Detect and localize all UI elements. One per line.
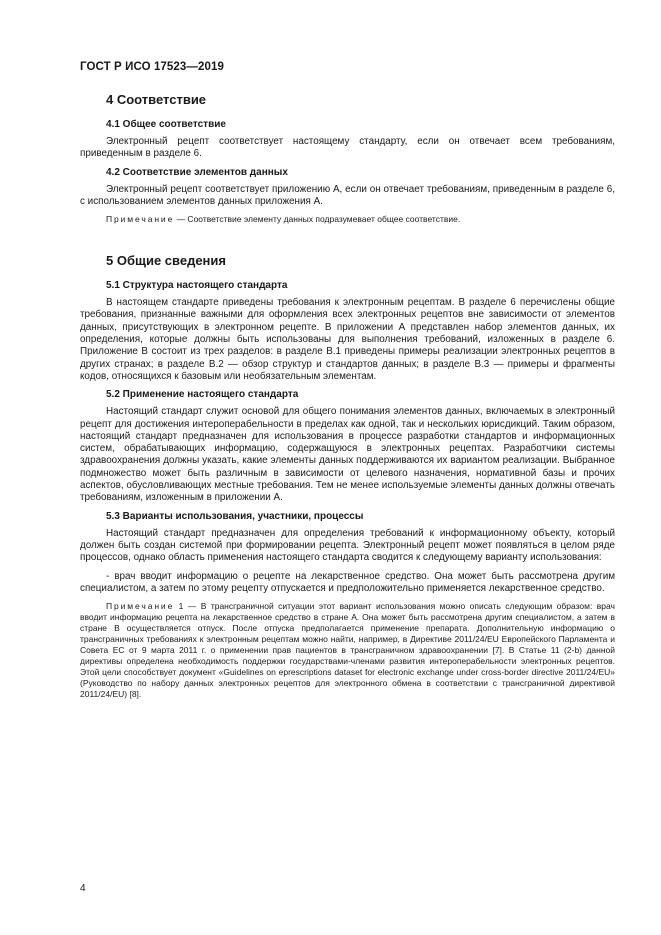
section-5-3-list-item: - врач вводит информацию о рецепте на лекарственное средство. Она может быть рассмотрена другим специалистом, а затем по этому рецепту отпускается и предположительно применяется лекарственное средство. bbox=[80, 570, 615, 594]
section-4-2-heading: 4.2 Соответствие элементов данных bbox=[106, 166, 288, 178]
section-5-2-heading: 5.2 Применение настоящего стандарта bbox=[106, 389, 299, 401]
section-4-1-heading: 4.1 Общее соответствие bbox=[106, 119, 226, 130]
section-4-2-text: Электронный рецепт соответствует приложению А, если он отвечает требованиям, приведенным в разделе 6, с использованием элементов данных приложения А. bbox=[80, 183, 615, 207]
section-5-3-heading: 5.3 Варианты использования, участники, процессы bbox=[106, 510, 364, 522]
note-text: 1 — В трансграничной ситуации этот вариант использования можно описать следующим образом: врач вводит информацию рецепта на лекарственное средство в стране А. Она может быть рассмотрена другим специалистом, а затем в стране В осуществляется отпуск. После отпуска предполагается применение препарата. Дополнительную информацию о трансграничных требованиях к электронным рецептам можно найти, например, в Директиве 2011/24/EU Европейского Парламента и Совета ЕС от 9 марта 2011 г. о применении прав пациентов в трансграничном здравоохранении [7]. В Статье 11 (2-b) данной директивы определена необходимость поддержки государствами-членами развития интероперабельности электронных рецептов. Этой цели способствует документ «Guidelines on eprescriptions dataset for electronic exchange under cross-border directive 2011/24/EU» (Руководство по набору данных электронных рецептов для электронного обмена в соответствии с трансграничной директивой 2011/24/EU) [8]. bbox=[80, 601, 615, 700]
note-label: Примечание bbox=[106, 601, 175, 612]
section-4-note bbox=[80, 214, 615, 225]
note-label: Примечание bbox=[106, 214, 175, 225]
section-5-3-note-1 bbox=[80, 601, 615, 700]
section-4-1-text: Электронный рецепт соответствует настоящему стандарту, если он отвечает всем требованиям, приведенным в разделе 6. bbox=[80, 136, 615, 160]
section-5-2-text: Настоящий стандарт служит основой для общего понимания элементов данных, включаемых в электронный рецепт для достижения интероперабельности в пределах как одной, так и нескольких юрисдикций. Таким образом, настоящий стандарт предназначен для использования в процессе разработки стандартов и информационных систем, обрабатывающих информацию, содержащуюся в электронных рецептах. Разработчики системы здравоохранения должны указать, какие элементы данных поддерживаются их вариантом реализации. Выбранное подмножество может быть различным в зависимости от целевого назначения, нормативной базы и прочих аспектов, обусловливающих местные требования. Тем не менее используемые элементы данных должны отвечать требованиям, изложенным в приложении А. bbox=[80, 406, 615, 504]
section-4-heading: 4 Соответствие bbox=[106, 92, 207, 107]
section-5-1-text: В настоящем стандарте приведены требования к электронным рецептам. В разделе 6 перечислены общие требования, признанные важными для оформления всех электронных рецептов вне зависимости от элементов данных, присутствующих в электронном рецепте. В приложении А представлен набор элементов данных, их определения, которые должны быть использованы для выполнения требований, изложенных в разделе 6. Приложение В состоит из трех разделов: в разделе В.1 приведены примеры реализации электронных рецептов в других странах; в разделе В.2 — обзор структур и стандартов данных; в разделе В.3 — примеры и фрагменты кодов, относящихся к базовым или необязательным элементам. bbox=[80, 297, 615, 382]
standard-designation: ГОСТ Р ИСО 17523—2019 bbox=[80, 61, 225, 73]
section-5-1-heading: 5.1 Структура настоящего стандарта bbox=[106, 280, 288, 292]
page-number: 4 bbox=[80, 883, 86, 894]
note-text: — Соответствие элементу данных подразумевает общее соответствие. bbox=[174, 214, 461, 225]
section-5-heading: 5 Общие сведения bbox=[106, 253, 226, 269]
section-5-3-text: Настоящий стандарт предназначен для определения требований к информационному объекту, который должен быть создан системой при формировании рецепта. Электронный рецепт может появляться в целом ряде процессов, однако область применения настоящего стандарта сводится к следующему варианту использования: bbox=[80, 527, 615, 564]
page-content bbox=[80, 86, 615, 706]
